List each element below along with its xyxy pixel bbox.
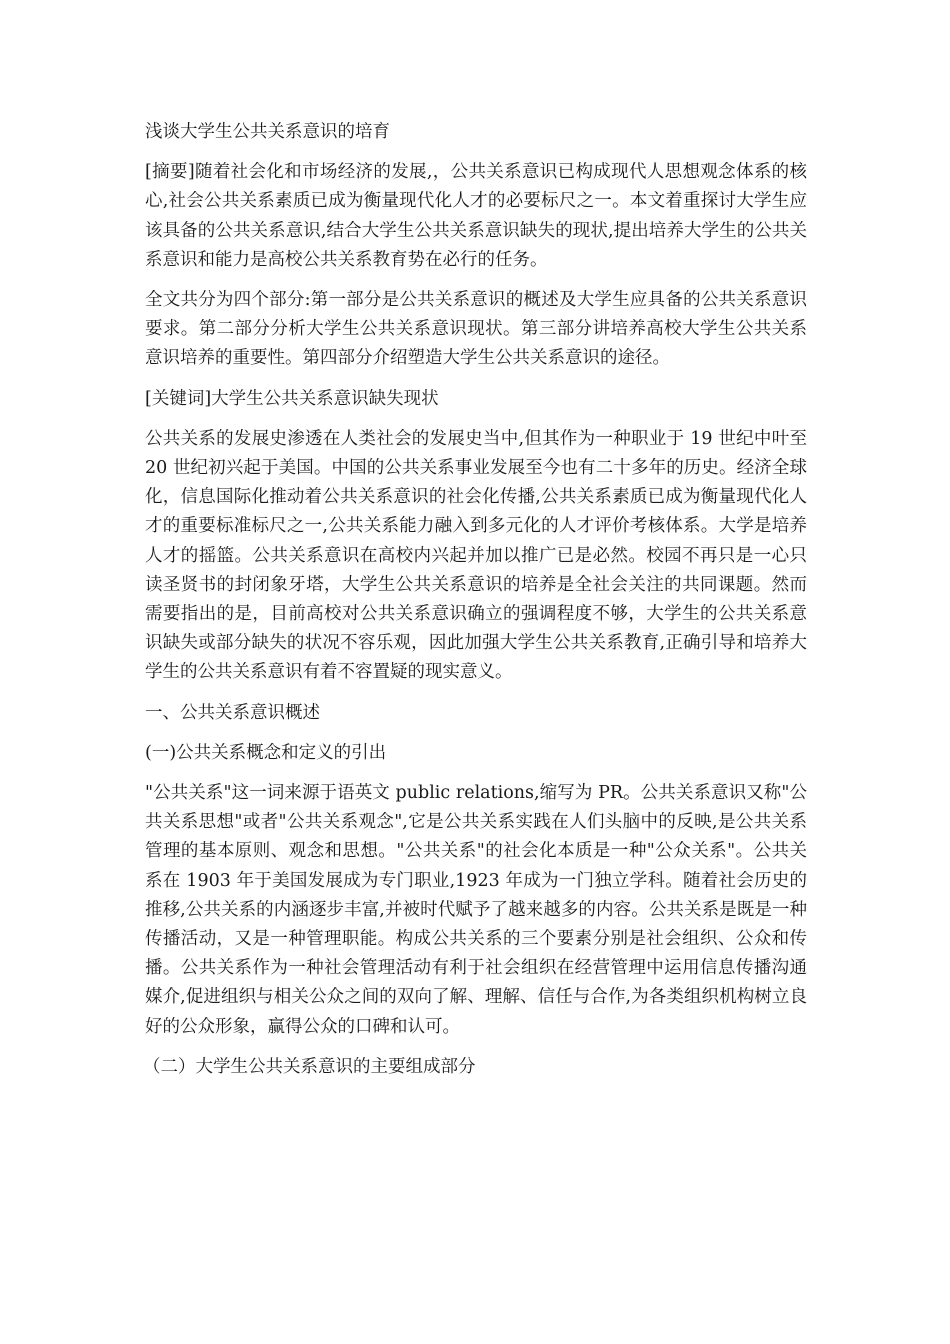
subsection-heading-2: （二）大学生公共关系意识的主要组成部分 <box>143 1056 476 1077</box>
subsection-heading-1: (一)公共关系概念和定义的引出 <box>145 742 387 763</box>
subsection-body-1: "公共关系"这一词来源于语英文 public relations,缩写为 PR。公共关系意识又称"公共关系思想"或者"公共关系观念",它是公共关系实践在人们头脑中的反映,是公共关系管理的基本原则、观念和思想。"公共关系"的社会化本质是一种"公众关系"。公共关系在 1903 年于美国发展成为专门职业,1923 年成为一门独立学科。随着社会历史的推移,公共关系的内涵逐步丰富,并被时代赋予了越来越多的内容。公共关系是既是一种传播活动，又是一种管理职能。构成公共关系的三个要素分别是社会组织、公众和传播。公共关系作为一种社会管理活动有利于社会组织在经营管理中运用信息传播沟通媒介,促进组织与相关公众之间的双向了解、理解、信任与合作,为各类组织机构树立良好的公众形象，赢得公众的口碑和认可。 <box>145 783 807 1037</box>
document-body <box>145 118 807 1093</box>
outline-paragraph: 全文共分为四个部分:第一部分是公共关系意识的概述及大学生应具备的公共关系意识要求。第二部分分析大学生公共关系意识现状。第三部分讲培养高校大学生公共关系意识培养的重要性。第四部分介绍塑造大学生公共关系意识的途径。 <box>145 290 807 369</box>
abstract-paragraph: [摘要]随着社会化和市场经济的发展,，公共关系意识已构成现代人思想观念体系的核心,社会公共关系素质已成为衡量现代化人才的必要标尺之一。本文着重探讨大学生应该具备的公共关系意识,结合大学生公共关系意识缺失的现状,提出培养大学生的公共关系意识和能力是高校公共关系教育势在必行的任务。 <box>145 162 807 270</box>
intro-paragraph: 公共关系的发展史渗透在人类社会的发展史当中,但其作为一种职业于 19 世纪中叶至 20 世纪初兴起于美国。中国的公共关系事业发展至今也有二十多年的历史。经济全球化，信息国际化推动着公共关系意识的社会化传播,公共关系素质已成为衡量现代化人才的重要标准标尺之一,公共关系能力融入到多元化的人才评价考核体系。大学是培养人才的摇篮。公共关系意识在高校内兴起并加以推广已是必然。校园不再只是一心只读圣贤书的封闭象牙塔，大学生公共关系意识的培养是全社会关注的共同课题。然而需要指出的是，目前高校对公共关系意识确立的强调程度不够，大学生的公共关系意识缺失或部分缺失的状况不容乐观，因此加强大学生公共关系教育,正确引导和培养大学生的公共关系意识有着不容置疑的现实意义。 <box>145 428 807 683</box>
section-heading-1: 一、公共关系意识概述 <box>145 702 320 723</box>
keywords-paragraph: [关键词]大学生公共关系意识缺失现状 <box>145 388 439 409</box>
document-title: 浅谈大学生公共关系意识的培育 <box>145 122 390 142</box>
